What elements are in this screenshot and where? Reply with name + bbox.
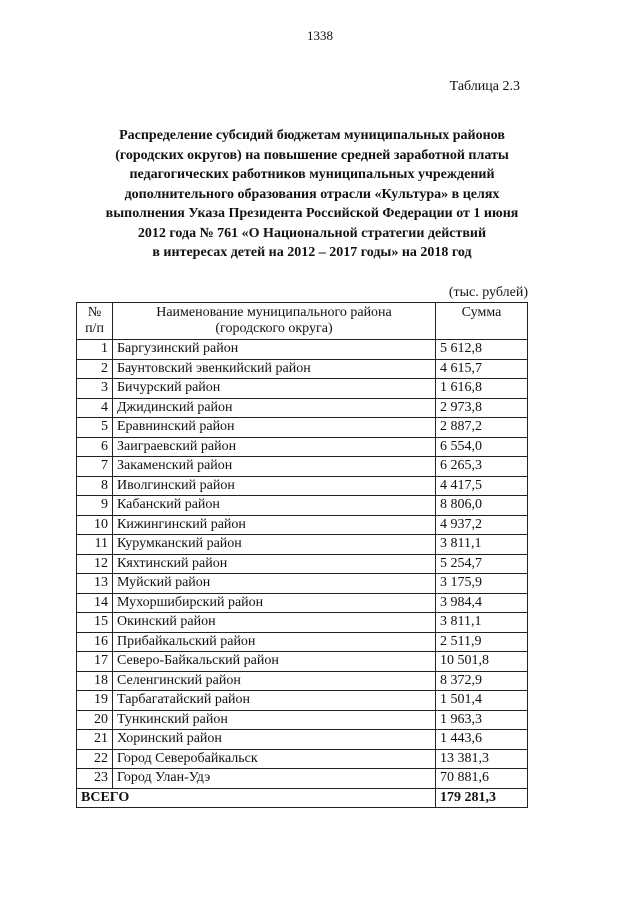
row-number: 8 — [77, 476, 113, 496]
row-number: 19 — [77, 691, 113, 711]
row-number: 13 — [77, 574, 113, 594]
table-body — [77, 340, 528, 789]
row-sum: 8 372,9 — [436, 671, 528, 691]
row-name: Иволгинский район — [113, 476, 436, 496]
total-label: ВСЕГО — [77, 788, 436, 808]
title-line: в интересах детей на 2012 – 2017 годы» на 2018 год — [152, 245, 472, 260]
row-number: 11 — [77, 535, 113, 555]
row-sum: 4 417,5 — [436, 476, 528, 496]
document-title — [70, 126, 554, 263]
row-sum: 2 887,2 — [436, 418, 528, 438]
header-name — [113, 303, 436, 340]
row-name: Город Северобайкальск — [113, 749, 436, 769]
header-number-line1: № — [87, 305, 102, 320]
row-number: 23 — [77, 769, 113, 789]
row-number: 21 — [77, 730, 113, 750]
row-name: Баргузинский район — [113, 340, 436, 360]
row-number: 9 — [77, 496, 113, 516]
row-name: Тункинский район — [113, 710, 436, 730]
row-number: 5 — [77, 418, 113, 438]
row-name: Мухоршибирский район — [113, 593, 436, 613]
row-number: 22 — [77, 749, 113, 769]
row-name: Кяхтинский район — [113, 554, 436, 574]
row-number: 15 — [77, 613, 113, 633]
row-number: 17 — [77, 652, 113, 672]
title-line: 2012 года № 761 «О Национальной стратегии действий — [137, 225, 487, 241]
table-footer — [77, 788, 528, 808]
title-line: (городских округов) на повышение средней заработной платы — [115, 147, 509, 163]
total-sum: 179 281,3 — [436, 788, 528, 808]
row-name: Еравнинский район — [113, 418, 436, 438]
table-row — [77, 457, 528, 477]
row-name: Город Улан-Удэ — [113, 769, 436, 789]
table-row — [77, 496, 528, 516]
row-sum: 5 254,7 — [436, 554, 528, 574]
row-sum: 1 963,3 — [436, 710, 528, 730]
row-sum: 6 265,3 — [436, 457, 528, 477]
table-row — [77, 691, 528, 711]
table-row — [77, 340, 528, 360]
header-name-line1: Наименование муниципального района — [156, 305, 392, 320]
row-number: 3 — [77, 379, 113, 399]
table-row — [77, 769, 528, 789]
total-row — [77, 788, 528, 808]
row-number: 2 — [77, 359, 113, 379]
row-sum: 3 811,1 — [436, 613, 528, 633]
row-number: 6 — [77, 437, 113, 457]
row-sum: 4 937,2 — [436, 515, 528, 535]
row-name: Бичурский район — [113, 379, 436, 399]
title-line: Распределение субсидий бюджетам муниципальных районов — [119, 128, 505, 143]
row-sum: 1 501,4 — [436, 691, 528, 711]
row-number: 16 — [77, 632, 113, 652]
title-line: выполнения Указа Президента Российской Федерации от 1 июня — [105, 206, 519, 221]
row-name: Муйский район — [113, 574, 436, 594]
table-row — [77, 632, 528, 652]
row-sum: 3 175,9 — [436, 574, 528, 594]
row-sum: 1 616,8 — [436, 379, 528, 399]
table-row — [77, 730, 528, 750]
row-name: Окинский район — [113, 613, 436, 633]
row-sum: 10 501,8 — [436, 652, 528, 672]
row-sum: 6 554,0 — [436, 437, 528, 457]
header-number-line2: п/п — [85, 321, 104, 336]
row-sum: 70 881,6 — [436, 769, 528, 789]
row-name: Баунтовский эвенкийский район — [113, 359, 436, 379]
table-row — [77, 515, 528, 535]
table-row — [77, 437, 528, 457]
header-sum-label: Сумма — [461, 305, 502, 320]
table-row — [77, 398, 528, 418]
row-name: Курумканский район — [113, 535, 436, 555]
row-sum: 3 984,4 — [436, 593, 528, 613]
table-row — [77, 418, 528, 438]
row-number: 12 — [77, 554, 113, 574]
table-row — [77, 652, 528, 672]
row-name: Хоринский район — [113, 730, 436, 750]
table-row — [77, 613, 528, 633]
row-name: Закаменский район — [113, 457, 436, 477]
row-sum: 3 811,1 — [436, 535, 528, 555]
row-name: Кижингинский район — [113, 515, 436, 535]
table-row — [77, 671, 528, 691]
table-row — [77, 359, 528, 379]
table-row — [77, 574, 528, 594]
table-row — [77, 379, 528, 399]
header-row — [77, 303, 528, 340]
row-name: Джидинский район — [113, 398, 436, 418]
table-label: Таблица 2.3 — [449, 79, 520, 94]
row-number: 7 — [77, 457, 113, 477]
table-row — [77, 554, 528, 574]
row-name: Заиграевский район — [113, 437, 436, 457]
row-sum: 5 612,8 — [436, 340, 528, 360]
row-sum: 8 806,0 — [436, 496, 528, 516]
row-sum: 2 973,8 — [436, 398, 528, 418]
units-label: (тыс. рублей) — [448, 285, 528, 300]
row-name: Тарбагатайский район — [113, 691, 436, 711]
row-name: Селенгинский район — [113, 671, 436, 691]
row-name: Прибайкальский район — [113, 632, 436, 652]
row-sum: 1 443,6 — [436, 730, 528, 750]
row-sum: 4 615,7 — [436, 359, 528, 379]
table-row — [77, 593, 528, 613]
row-number: 1 — [77, 340, 113, 360]
table-row — [77, 535, 528, 555]
title-line: педагогических работников муниципальных учреждений — [129, 167, 495, 182]
row-number: 4 — [77, 398, 113, 418]
row-number: 18 — [77, 671, 113, 691]
table-header — [77, 303, 528, 340]
page-number: 1338 — [307, 28, 333, 43]
row-name: Кабанский район — [113, 496, 436, 516]
row-number: 10 — [77, 515, 113, 535]
table-row — [77, 749, 528, 769]
header-name-line2: (городского округа) — [215, 321, 333, 336]
header-number — [77, 303, 113, 340]
subsidy-table — [76, 302, 528, 808]
row-number: 14 — [77, 593, 113, 613]
row-sum: 2 511,9 — [436, 632, 528, 652]
row-number: 20 — [77, 710, 113, 730]
row-name: Северо-Байкальский район — [113, 652, 436, 672]
table-row — [77, 710, 528, 730]
row-sum: 13 381,3 — [436, 749, 528, 769]
table-row — [77, 476, 528, 496]
header-sum — [436, 303, 528, 340]
title-line: дополнительного образования отрасли «Культура» в целях — [124, 186, 500, 202]
